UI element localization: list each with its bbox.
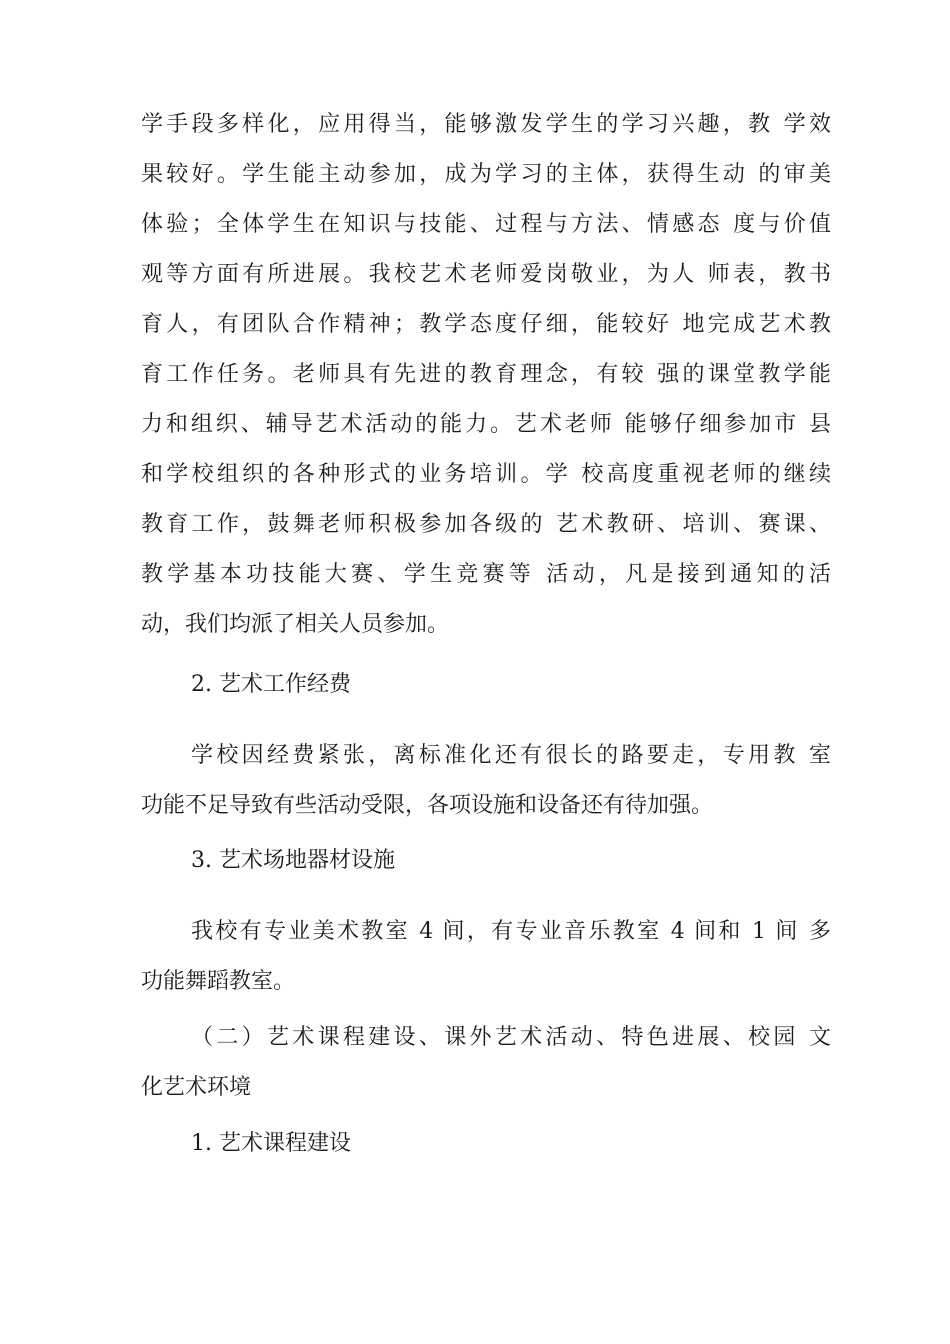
heading-curriculum-building: 1. 艺术课程建设 bbox=[191, 1131, 351, 1156]
text-line: 育人，有团队合作精神；教学态度仔细，能较好 地完成艺术教 bbox=[141, 312, 831, 337]
text-line: 教学基本功技能大赛、学生竞赛等 活动，凡是接到通知的活 bbox=[141, 562, 831, 587]
text-line: （二）艺术课程建设、课外艺术活动、特色进展、校园 文 bbox=[191, 1025, 831, 1050]
paragraph-teaching bbox=[141, 100, 831, 650]
text-line: 观等方面有所进展。我校艺术老师爱岗敬业，为人 师表，教书 bbox=[141, 262, 831, 287]
heading-art-funding: 2. 艺术工作经费 bbox=[191, 672, 351, 697]
text-line: 教育工作，鼓舞老师积极参加各级的 艺术教研、培训、赛课、 bbox=[141, 512, 831, 537]
text-line: 化艺术环境 bbox=[141, 1075, 252, 1100]
text-line: 功能不足导致有些活动受限，各项设施和设备还有待加强。 bbox=[141, 793, 714, 818]
paragraph-facilities bbox=[141, 907, 831, 1007]
heading-art-facilities: 3. 艺术场地器材设施 bbox=[191, 848, 395, 873]
text-line: 动，我们均派了相关人员参加。 bbox=[141, 612, 450, 637]
text-line: 育工作任务。老师具有先进的教育理念，有较 强的课堂教学能 bbox=[141, 362, 831, 387]
text-line: 我校有专业美术教室 4 间，有专业音乐教室 4 间和 1 间 多 bbox=[191, 919, 831, 944]
text-line: 和学校组织的各种形式的业务培训。学 校高度重视老师的继续 bbox=[141, 462, 831, 487]
text-line: 体验；全体学生在知识与技能、过程与方法、情感态 度与价值 bbox=[141, 212, 831, 237]
paragraph-funding bbox=[141, 731, 831, 831]
text-line: 学手段多样化，应用得当，能够激发学生的学习兴趣，教 学效 bbox=[141, 112, 831, 137]
text-line: 果较好。学生能主动参加，成为学习的主体，获得生动 的审美 bbox=[141, 162, 831, 187]
text-line: 功能舞蹈教室。 bbox=[141, 969, 296, 994]
text-line: 学校因经费紧张，离标准化还有很长的路要走，专用教 室 bbox=[191, 743, 831, 768]
section-heading-curriculum bbox=[141, 1013, 831, 1113]
text-line: 力和组织、辅导艺术活动的能力。艺术老师 能够仔细参加市 县 bbox=[141, 412, 831, 437]
